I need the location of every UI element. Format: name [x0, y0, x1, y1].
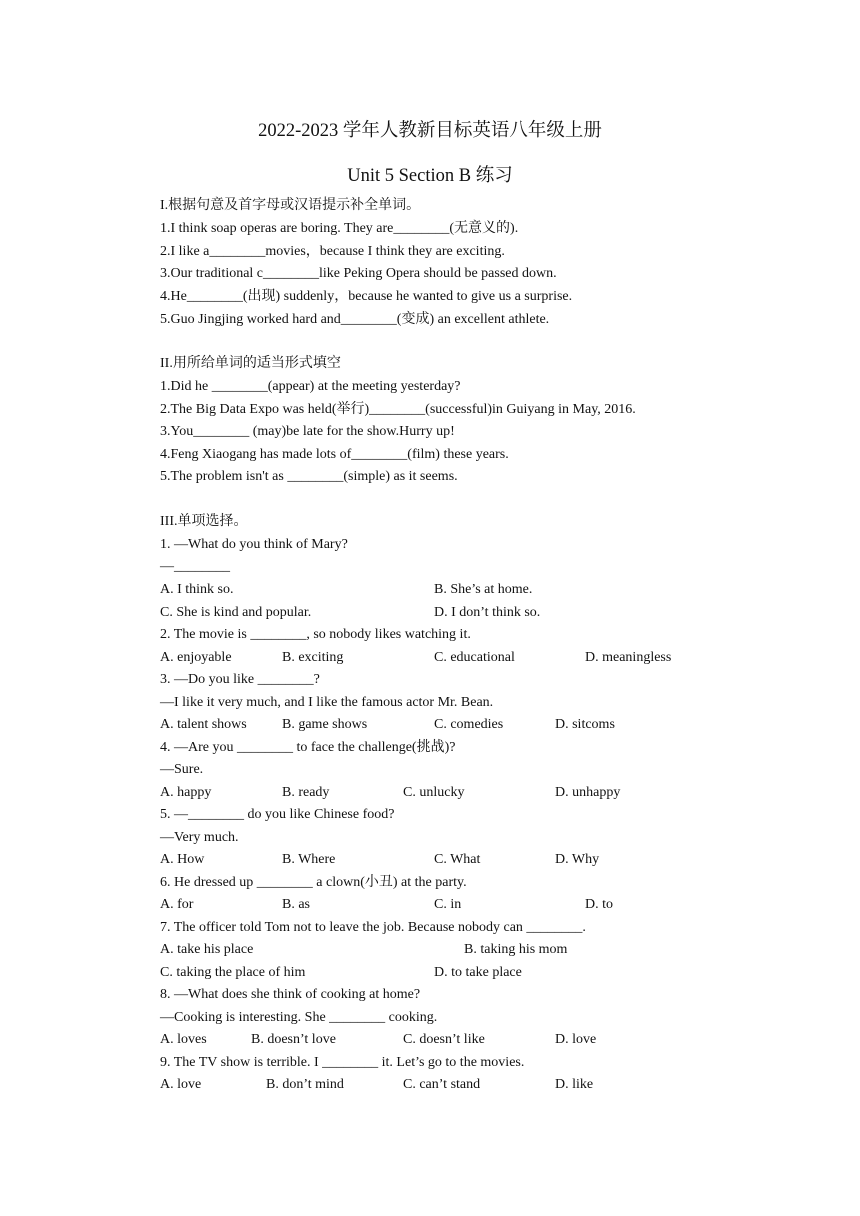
- question-extra: —________: [160, 559, 230, 574]
- option-a: A. love: [160, 1077, 202, 1092]
- option-a: A. for: [160, 897, 194, 912]
- option-c: C. unlucky: [403, 785, 465, 800]
- question-stem: 3. —Do you like ________?: [160, 672, 320, 687]
- page-subtitle: Unit 5 Section B 练习: [347, 166, 513, 186]
- question-extra: —I like it very much, and I like the famous actor Mr. Bean.: [160, 695, 494, 710]
- question-stem: 5. —________ do you like Chinese food?: [160, 807, 395, 822]
- option-b: B. exciting: [282, 650, 344, 665]
- section2-heading: II.用所给单词的适当形式填空: [160, 356, 341, 371]
- section1-item: 2.I like a________movies，because I think they are exciting.: [160, 244, 505, 259]
- section2-item: 4.Feng Xiaogang has made lots of________(film) these years.: [160, 447, 509, 462]
- question-stem: 2. The movie is ________, so nobody likes watching it.: [160, 627, 471, 642]
- option-c: C. can’t stand: [403, 1077, 481, 1092]
- question-extra: —Very much.: [160, 830, 239, 845]
- option-a: A. How: [160, 852, 205, 867]
- option-b: B. game shows: [282, 717, 368, 732]
- section1-item: 1.I think soap operas are boring. They are________(无意义的).: [160, 221, 519, 236]
- option-a: A. loves: [160, 1032, 207, 1047]
- section2-item: 3.You________ (may)be late for the show.Hurry up!: [160, 424, 455, 439]
- question-stem: 4. —Are you ________ to face the challenge(挑战)?: [160, 740, 456, 755]
- question-stem: 6. He dressed up ________ a clown(小丑) at the party.: [160, 875, 467, 890]
- option-b: B. Where: [282, 852, 336, 867]
- section2-item: 2.The Big Data Expo was held(举行)________(successful)in Guiyang in May, 2016.: [160, 402, 636, 417]
- option-c: C. educational: [434, 650, 515, 665]
- option-c: C. She is kind and popular.: [160, 605, 312, 620]
- question-stem: 1. —What do you think of Mary?: [160, 537, 348, 552]
- section1-item: 3.Our traditional c________like Peking Opera should be passed down.: [160, 266, 557, 281]
- option-b: B. taking his mom: [464, 942, 568, 957]
- option-d: D. love: [555, 1032, 597, 1047]
- option-d: D. sitcoms: [555, 717, 615, 732]
- option-c: C. in: [434, 897, 462, 912]
- option-d: D. unhappy: [555, 785, 621, 800]
- section2-item: 1.Did he ________(appear) at the meeting yesterday?: [160, 379, 461, 394]
- option-a: A. I think so.: [160, 582, 234, 597]
- option-d: D. Why: [555, 852, 600, 867]
- option-c: C. comedies: [434, 717, 504, 732]
- section1-item: 4.He________(出现) suddenly，because he wanted to give us a surprise.: [160, 289, 573, 304]
- option-b: B. ready: [282, 785, 330, 800]
- question-stem: 8. —What does she think of cooking at home?: [160, 987, 421, 1002]
- option-c: C. taking the place of him: [160, 965, 306, 980]
- option-b: B. don’t mind: [266, 1077, 344, 1092]
- option-a: A. take his place: [160, 942, 254, 957]
- question-stem: 9. The TV show is terrible. I ________ it. Let’s go to the movies.: [160, 1055, 525, 1070]
- option-d: D. to: [585, 897, 613, 912]
- page-title: 2022-2023 学年人教新目标英语八年级上册: [258, 121, 602, 141]
- option-d: D. to take place: [434, 965, 522, 980]
- option-a: A. enjoyable: [160, 650, 232, 665]
- section1-heading: I.根据句意及首字母或汉语提示补全单词。: [160, 198, 421, 213]
- section1-item: 5.Guo Jingjing worked hard and________(变成) an excellent athlete.: [160, 312, 550, 327]
- question-extra: —Sure.: [160, 762, 204, 777]
- option-a: A. happy: [160, 785, 212, 800]
- question-extra: —Cooking is interesting. She ________ cooking.: [160, 1010, 438, 1025]
- question-stem: 7. The officer told Tom not to leave the job. Because nobody can ________.: [160, 920, 586, 935]
- option-c: C. doesn’t like: [403, 1032, 485, 1047]
- option-d: D. meaningless: [585, 650, 672, 665]
- option-b: B. doesn’t love: [251, 1032, 336, 1047]
- section3-heading: III.单项选择。: [160, 514, 248, 529]
- option-d: D. like: [555, 1077, 594, 1092]
- option-a: A. talent shows: [160, 717, 247, 732]
- option-d: D. I don’t think so.: [434, 605, 541, 620]
- section2-item: 5.The problem isn't as ________(simple) as it seems.: [160, 469, 458, 484]
- option-b: B. as: [282, 897, 310, 912]
- option-c: C. What: [434, 852, 481, 867]
- option-b: B. She’s at home.: [434, 582, 533, 597]
